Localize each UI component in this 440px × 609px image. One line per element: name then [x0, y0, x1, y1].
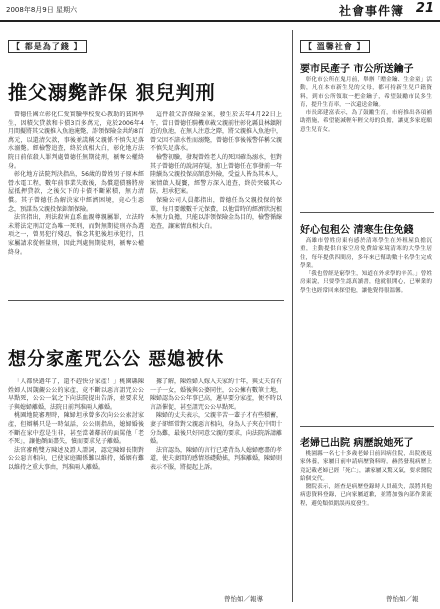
story1-paragraph: 這件殺父詐保險金案，發生於去年4月22日上午，當日曾德任騎機車載父親前往彰化縣員林鎮附近的魚池，在無人注意之際，將父親推入魚池中，曾父因不諳水性而溺斃，曾德任事後報警佯稱父親不慎失足落水。 — [150, 111, 282, 153]
right-item3-headline: 老婦已出院 病歷說她死了 — [300, 438, 414, 449]
right-item2-body — [300, 237, 432, 415]
story2-paragraph: 陳婦的丈夫表示，父親辛苦一輩子才有些積蓄，妻子卻經常對父親惡言相向，身為人子夾在中間十分為難，最後只好同意父親的要求，向法院訴請離婚。 — [150, 412, 282, 446]
story1-paragraph: 法官指出，刑法殺害直系血親尊親屬罪，立法時未將法定刑訂定為唯一死刑，而對無期徒刑亦為選項之一，曾男犯行殘忍，惟念其犯後坦承犯行，且家屬請求從輕量刑，因此判處無期徒刑，褫奪公權終身。 — [8, 214, 144, 256]
story2-column-1 — [8, 378, 144, 590]
right-item2-paragraph: 高雄市曾姓房東有感於清寒學生在外租屋負擔沉重，主動提供自家空房免費給家境清寒的大學生居住，每年提供四間房，多年來已幫助數十名學生完成學業。 — [300, 238, 432, 269]
right-item1-body — [300, 76, 432, 206]
story2-paragraph: 「人都快過年了，還不趕快分家產！」桃園縣陳姓婦人因覬覦公公的家產，竟不斷以惡言詛咒公公早點死，公公一氣之下向法院提出告訴，並要求兒子與媳婦離婚，法院日前判准兩人離婚。 — [8, 378, 144, 411]
story2-paragraph: 桃園地院審理時，陳婦坦承曾多次向公公索討家產，但辯稱只是一時氣話，公公則指出，媳婦婚後不斷在家中惹是生非，甚至當著鄰居的面罵他「老不死」，讓他顏面盡失，憤而要求兒子離婚。 — [8, 412, 144, 446]
story1-paragraph: 保險公司人員都指出，曾德任為父親投保的保單，每月要繳數千元保費，以他當時的經濟狀況根本無力負擔，只能以詐領保險金為目的，檢警循線追查，讓案情真相大白。 — [150, 196, 282, 230]
section-title: 社會事件簿 — [338, 4, 404, 18]
story2-headline: 想分家產咒公公 惡媳被休 — [8, 349, 225, 370]
story1-headline: 推父溺斃詐保 狠兒判刑 — [8, 82, 216, 104]
right-item3-paragraph: 醫院表示，經查是病歷登錄時人員疏失，誤將其他病患資料登錄，已向家屬道歉，並將加強內部作業流程，避免類似錯誤再度發生。 — [300, 484, 432, 507]
story1-column-1 — [8, 111, 144, 286]
right-item3-body — [300, 450, 432, 590]
right-divider — [300, 212, 434, 213]
right-item3-paragraph: 桃園縣一名七十多歲老婦日前因病住院，出院後返家休養，家屬日前申請病歷資料時，赫然發現病歷上竟記載老婦已經「死亡」，讓家屬又驚又氣，要求醫院給個交代。 — [300, 451, 432, 482]
story1-paragraph: 彰化地方法院判決指出，56歲的曾姓男子原本經營水電工程，數年前事業失敗後，為償還債務將房屋抵押貸款，之後欠下的卡債不斷累積，無力清償。其子曾德任為解決家中經濟困境，竟心生惡念，預謀為父親投保鉅額保險。 — [8, 171, 144, 213]
section-tag-left-label: 都是為了錢 — [24, 42, 70, 51]
right-item2-headline: 好心包租公 清寒生住免錢 — [300, 225, 414, 236]
right-item1-paragraph: 彰化市公所在鬼月前，舉辦「贈金鑰、生金童」活動，凡在本市新生兒的父母，都可持新生兒戶籍資料，到市公所領取一把金鑰子，希望鼓勵市民多生育，提升生育率，一次還送金鑰。 — [300, 77, 432, 108]
story2-paragraph: 據了解，陳姓婦人嫁入夫家約十年，與丈夫育有一子一女，婚後與公婆同住，公公擁有數筆土地，陳婦認為公公年事已高，遲早要分家產，便不時以言語催促，甚至詛咒公公早點死。 — [150, 378, 282, 411]
story1-paragraph: 曾德任國立彰化仁愛實驗學校愛心教助的貧困學生，因積欠貸款和卡債3百多萬元，竟於2006年4月間擬將其父親推入魚池淹斃，詐領保險金共約8百萬元，以還清欠款，事後並謊稱父親係不慎失足落水溺斃。經檢警追查，終於真相大白，彰化地方法院日前依殺人罪判處曾德任無期徒刑，褫奪公權終身。 — [8, 111, 144, 170]
page-number: 21 — [415, 1, 434, 16]
right-divider — [300, 426, 434, 427]
column-divider — [292, 30, 293, 602]
story2-paragraph: 法官認為，陳婦的言行已違背為人媳婦應盡的孝道，使夫妻間的感情基礎動搖，判准離婚，陳婦則表示不服，將提起上訴。 — [150, 446, 282, 471]
right-item2-paragraph: 「我也曾經是窮學生，知道在外求學的辛苦。」曾姓房東說，只要學生認真讀書，他就很開心，已畢業的學生也經常回來探望他，讓他覺得很溫馨。 — [300, 271, 432, 294]
right-item1-paragraph: 市長邱建富表示，為了鼓勵生育，市府推出各項補助措施，希望能減輕年輕父母的負擔，讓更多家庭願意生兒育女。 — [300, 110, 432, 133]
page-header — [0, 0, 440, 22]
section-tag-right: 【 溫馨社會 】 — [300, 40, 370, 53]
story-divider — [8, 300, 284, 301]
right-item1-headline: 要市民產子 市公所送鑰子 — [300, 64, 414, 75]
right-item3-byline: 曾怡如／報 — [386, 595, 419, 603]
section-tag-left: 【 都是為了錢 】 — [8, 40, 87, 53]
story1-paragraph: 檢警初驗，發現曾姓老人的死因確為溺水，但對其子曾德任的說詞存疑，加上曾德任在事發前一年陸續為父親投保高額意外險，受益人皆為其本人，案情啟人疑竇，經警方深入追查，終於突破其心防，坦承犯案。 — [150, 153, 282, 196]
issue-date: 2008年8月9日 星期六 — [6, 6, 77, 14]
story2-column-2 — [150, 378, 282, 590]
section-tag-right-label: 溫馨社會 — [316, 42, 353, 51]
story2-byline: 曾怡如／報導 — [224, 595, 263, 603]
story2-paragraph: 法官審酌雙方陳述及證人證詞，認定陳婦長期對公公惡言相向，已使家庭關係難以維持，婚姻有難以維持之重大事由，判准兩人離婚。 — [8, 446, 144, 471]
story1-column-2 — [150, 111, 282, 286]
